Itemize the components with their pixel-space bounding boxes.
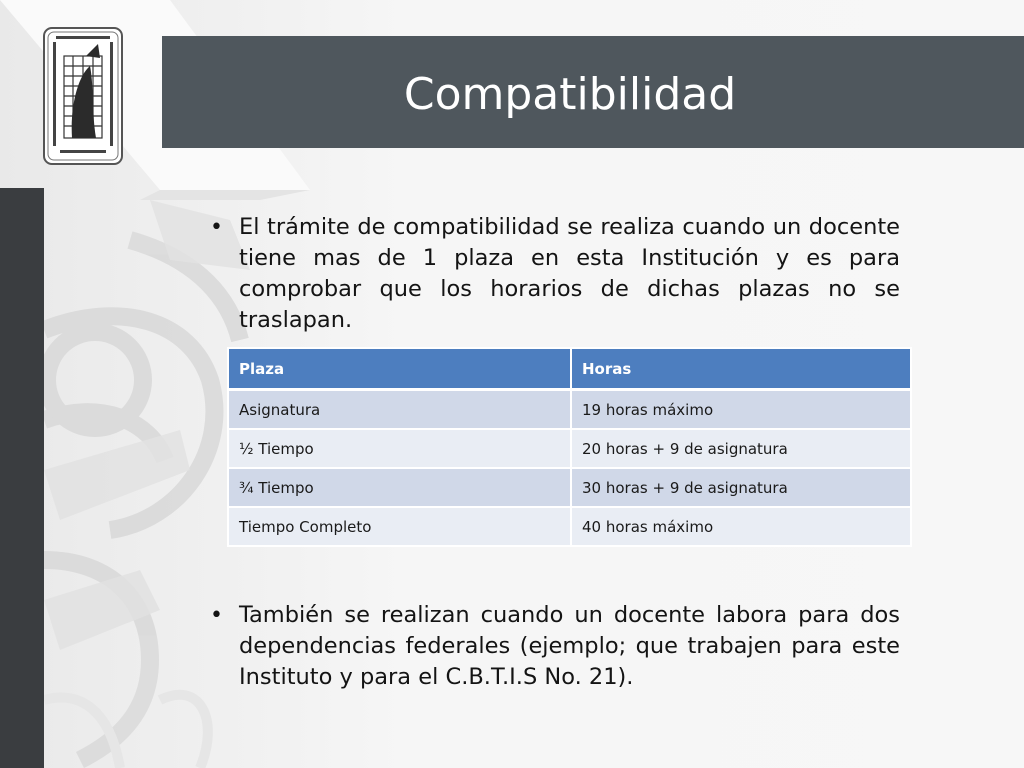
- institute-logo-icon: [42, 26, 124, 166]
- table-cell: 19 horas máximo: [571, 390, 911, 430]
- table-cell: 40 horas máximo: [571, 507, 911, 546]
- bullet-text: También se realizan cuando un docente labora para dos dependencias federales (ejemplo; que trabajen para este Instituto y para el C.B.T.I.S No. 21).: [239, 602, 900, 690]
- bullet-item: [210, 212, 900, 336]
- table-row: [228, 507, 911, 546]
- bullet-dot: •: [210, 215, 223, 240]
- compatibility-table: [227, 347, 912, 547]
- table-header-row: [228, 348, 911, 390]
- slide-title: Compatibilidad: [403, 69, 737, 120]
- column-header-plaza: Plaza: [228, 348, 571, 390]
- table-cell: Tiempo Completo: [228, 507, 571, 546]
- table-row: [228, 468, 911, 507]
- column-header-horas: Horas: [571, 348, 911, 390]
- table-cell: 30 horas + 9 de asignatura: [571, 468, 911, 507]
- table-cell: ½ Tiempo: [228, 429, 571, 468]
- table-cell: Asignatura: [228, 390, 571, 430]
- bullet-dot: •: [210, 603, 223, 628]
- table-cell: ¾ Tiempo: [228, 468, 571, 507]
- bullet-text: El trámite de compatibilidad se realiza cuando un docente tiene mas de 1 plaza en esta Institución y es para comprobar que los horarios de dichas plazas no se traslapan.: [239, 214, 900, 333]
- table-row: [228, 390, 911, 430]
- bullet-item: [210, 600, 900, 693]
- left-dark-band: [0, 188, 44, 768]
- table-cell: 20 horas + 9 de asignatura: [571, 429, 911, 468]
- table-row: [228, 429, 911, 468]
